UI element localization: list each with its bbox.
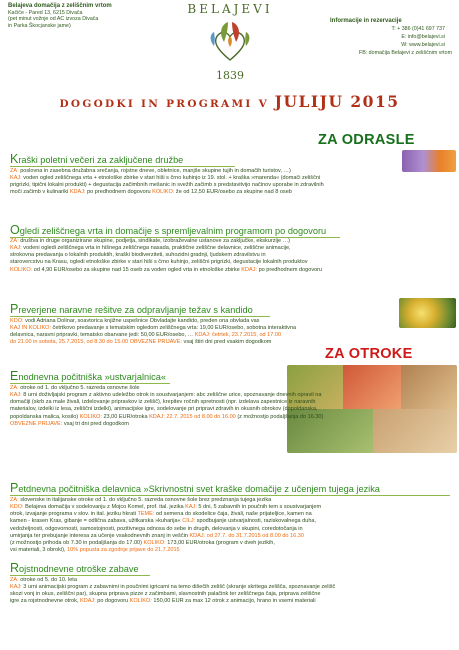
- heading-underline: [10, 575, 150, 576]
- event-body-petdnevna: ZA: slovenske in italijanske otroke od 1. do vključno 5. razreda osnovne šole brez predznanja tujega jezika KDO: Belajeva domačija v sodelovanju z Mojco Komel, prof. ital. jezika KAJ: 5 dni, 5 zabavnih in poučnih tem s soustvarjanjem otrok, izvajanje programa v slov. in ital. jeziku hkrati TEME: od semena do skodelice čaja, živali, naše prijateljice, kamen na kamen - krasen Kras, gibanje = odlična zabava, užitkarska »kuharija« CILJ: spodbujanje ustvarjalnosti, raziskovalnega duha, vedoželjnosti, odgovornosti, samostojnosti, pozitivnega odnosa do sebe in drugih, delovanja v skupini, coredotočanja in umirjanja ter prebujanje interesa za učenje vsakodnevnih znanj in veščin KDAJ: od 27.7. do 31.7.2015 od 8.00 do 16.30 (z možnostjo prihoda ob 7.30 in podaljšanja do 17.00) KOLIKO: 173,00 EUR/otroka (program v dveh jezikih, vsi materiali, 3 obroki), 10% popusta za zgodnje prijave do 21.7.2015: [10, 497, 322, 554]
- event-body-enodnevna: ZA: otroke od 1. do vključno 5. razreda osnovne šole KAJ: 8 urni doživljajski program z aktivno udeležbo otrok in soustvarjanjem: abc zeliščne urice, spoznavanje dnevnih opravil na domačiji (skrb za male živali, izdelovanje pripravkov iz zelišč), krepitev ročnih spretnosti (npr. izdelava zapestnice iz naravnih materialov, izdelki iz lesa, zeliščni izdelki), animacijske igre, sodelovanje pri pripravi zdravih in okusnih obrokov (dopoldanska, popoldanska malica, kosilo) KOLIKO: 23,00 EUR/otroka KDAJ: 22.7. 2015 od 8.00 do 16.00 (z možnostjo podaljšanja do 16.30) OBVEZNE PRIJAVE: vsaj tri dni pred dogodkom: [10, 385, 324, 427]
- contact-email[interactable]: E: info@belajevi.si: [401, 34, 445, 40]
- contact-phone: T: + 386 (0)41 697 737: [391, 26, 445, 32]
- section-heading-children: ZA OTROKE: [325, 346, 413, 362]
- title-part-a: DOGODKI IN PROGRAMI V: [59, 98, 270, 110]
- event-heading-kraski-vecer: Kraški poletni večeri za zaključene družbe: [10, 152, 184, 166]
- farm-address: Kačiče - Pared 13, 6215 Divača: [8, 9, 83, 16]
- logo-year: 1839: [216, 69, 244, 82]
- logo-wordmark: BELAJEVI: [187, 2, 273, 16]
- event-body-rojstnodnevne: ZA: otroke od 5. do 10. leta KAJ: 3 urni animacijski program z zabavnimi in poučnimi igricami na temo dišečih zelišč (skranje skritega zelišča, spoznavanje zelišč skozi vonj in okus, zeliščni par), skupna priprava pizze z začimbami, slavnostnih palačink ter zeliščnega čaja, priprava zeliščne igre za rojstnodnevne otrok, KDAJ: po dogovoru KOLIKO: 150,00 EUR za max 12 otrok z animacijo, hrano in vsemi materiali: [10, 577, 336, 605]
- farm-note-2: in Parka Škocjanske jame): [8, 22, 71, 29]
- event-body-ogledi-vrta: ZA: društva in druge organizirane skupine, podjetja, sindikate, izobraževalne ustanove za zaključke, ekskurzije …) KAJ: vodeni ogledi zeliščnega vrta in hišnega zeliščnega nasada, praktične zeliščne delavnice, zeliščne animacije, strokovna predavanja o lokalnih produktih, kraški biodiverziteti, suhozidni gradnji, ljudskem zdravilstvu in starovercstvu na Krasu, ogledi etnološke zbirke v stari hiši s črno kuhinjo, zeliščni prigrizki, degustacije lokalnih produktov KOLIKO: od 4,90 EUR/osebo za skupine nad 15 oseb za voden ogled vrta in etnološke zbirke KDAJ: po predhodnem dogovoru: [10, 238, 323, 273]
- farm-name: Belajeva domačija z zeliščnim vrtom: [8, 3, 112, 9]
- section-heading-adults: ZA ODRASLE: [318, 132, 415, 148]
- event-heading-ogledi-vrta: Ogledi zeliščnega vrta in domačije s spremljevalnim programom po dogovoru: [10, 223, 327, 237]
- contact-web[interactable]: W: www.belajevi.si: [401, 42, 445, 48]
- heading-underline: [10, 316, 270, 317]
- header-right-contact: [330, 17, 455, 57]
- heading-underline: [10, 383, 170, 384]
- event-body-kandida: KDO: vodi Adriana Dolinar, soavtorica knjižne uspešnice Obvladajte kandido, preden ona obvlada vas KAJ IN KOLIKO: četrtkovo predavanje s tematskim ogledom zeliščnega vrta: 19,00 EUR/osebo, sobotna interaktivna delavnica, naravni pripravki, tematsko obarvane jedi: 50,00 EUR/osebo, … KDAJ: četrtek, 23.7.2015, od 17.00 do 21.00 in sobota, 25.7.2015, od 8.30 do 15.00 OBVEZNE PRIJAVE: vsaj štiri dni pred vsakim dogodkom: [10, 318, 297, 346]
- heading-underline: [10, 166, 235, 167]
- farm-note-1: (pet minut vožnje od AC izvoza Divača: [8, 16, 99, 23]
- title-part-b: JULIJU 2015: [274, 92, 400, 111]
- photo-herbs: [399, 298, 456, 328]
- event-heading-rojstnodnevne: Rojstnodnevne otroške zabave: [10, 561, 139, 575]
- contact-title: Informacije in rezervacije: [330, 18, 402, 24]
- event-heading-enodnevna: Enodnevna počitniška »ustvarjalnica«: [10, 369, 166, 383]
- event-heading-kandida: Preverjene naravne rešitve za odpravljanje težav s kandido: [10, 302, 253, 316]
- belajevi-logo: [178, 2, 282, 84]
- contact-facebook[interactable]: FB: domačija Belajevi z zeliščnim vrtom: [358, 50, 452, 56]
- page-title: [0, 92, 459, 111]
- event-heading-petdnevna: Petdnevna počitniška delavnica »Skrivnostni svet kraške domačije z učenjem tujega jezika: [10, 481, 380, 495]
- heading-underline: [10, 495, 450, 496]
- header-left-contact: [8, 3, 158, 29]
- event-body-kraski-vecer: ZA: poslovna in zasebna družabna srečanja, rojstne dneve, obletnice, manjše skupine tujih in domačih turistov, …) KAJ: voden ogled zeliščnega vrta + etnološke zbirke v stari hiši s črno kuhinjo iz 19. stol. + kraška »marenda« (domači zeliščni prigrizki, tipični lokalni produkti) + degustacija začimbnih mešanic in svežih začimb s predstavitvijo načinov uporabe in zdravilnih moči začimb v kulinariki KDAJ: po predhodnem dogovoru KOLIKO: že od 12,50 EUR/osebo za skupine nad 8 oseb: [10, 168, 324, 196]
